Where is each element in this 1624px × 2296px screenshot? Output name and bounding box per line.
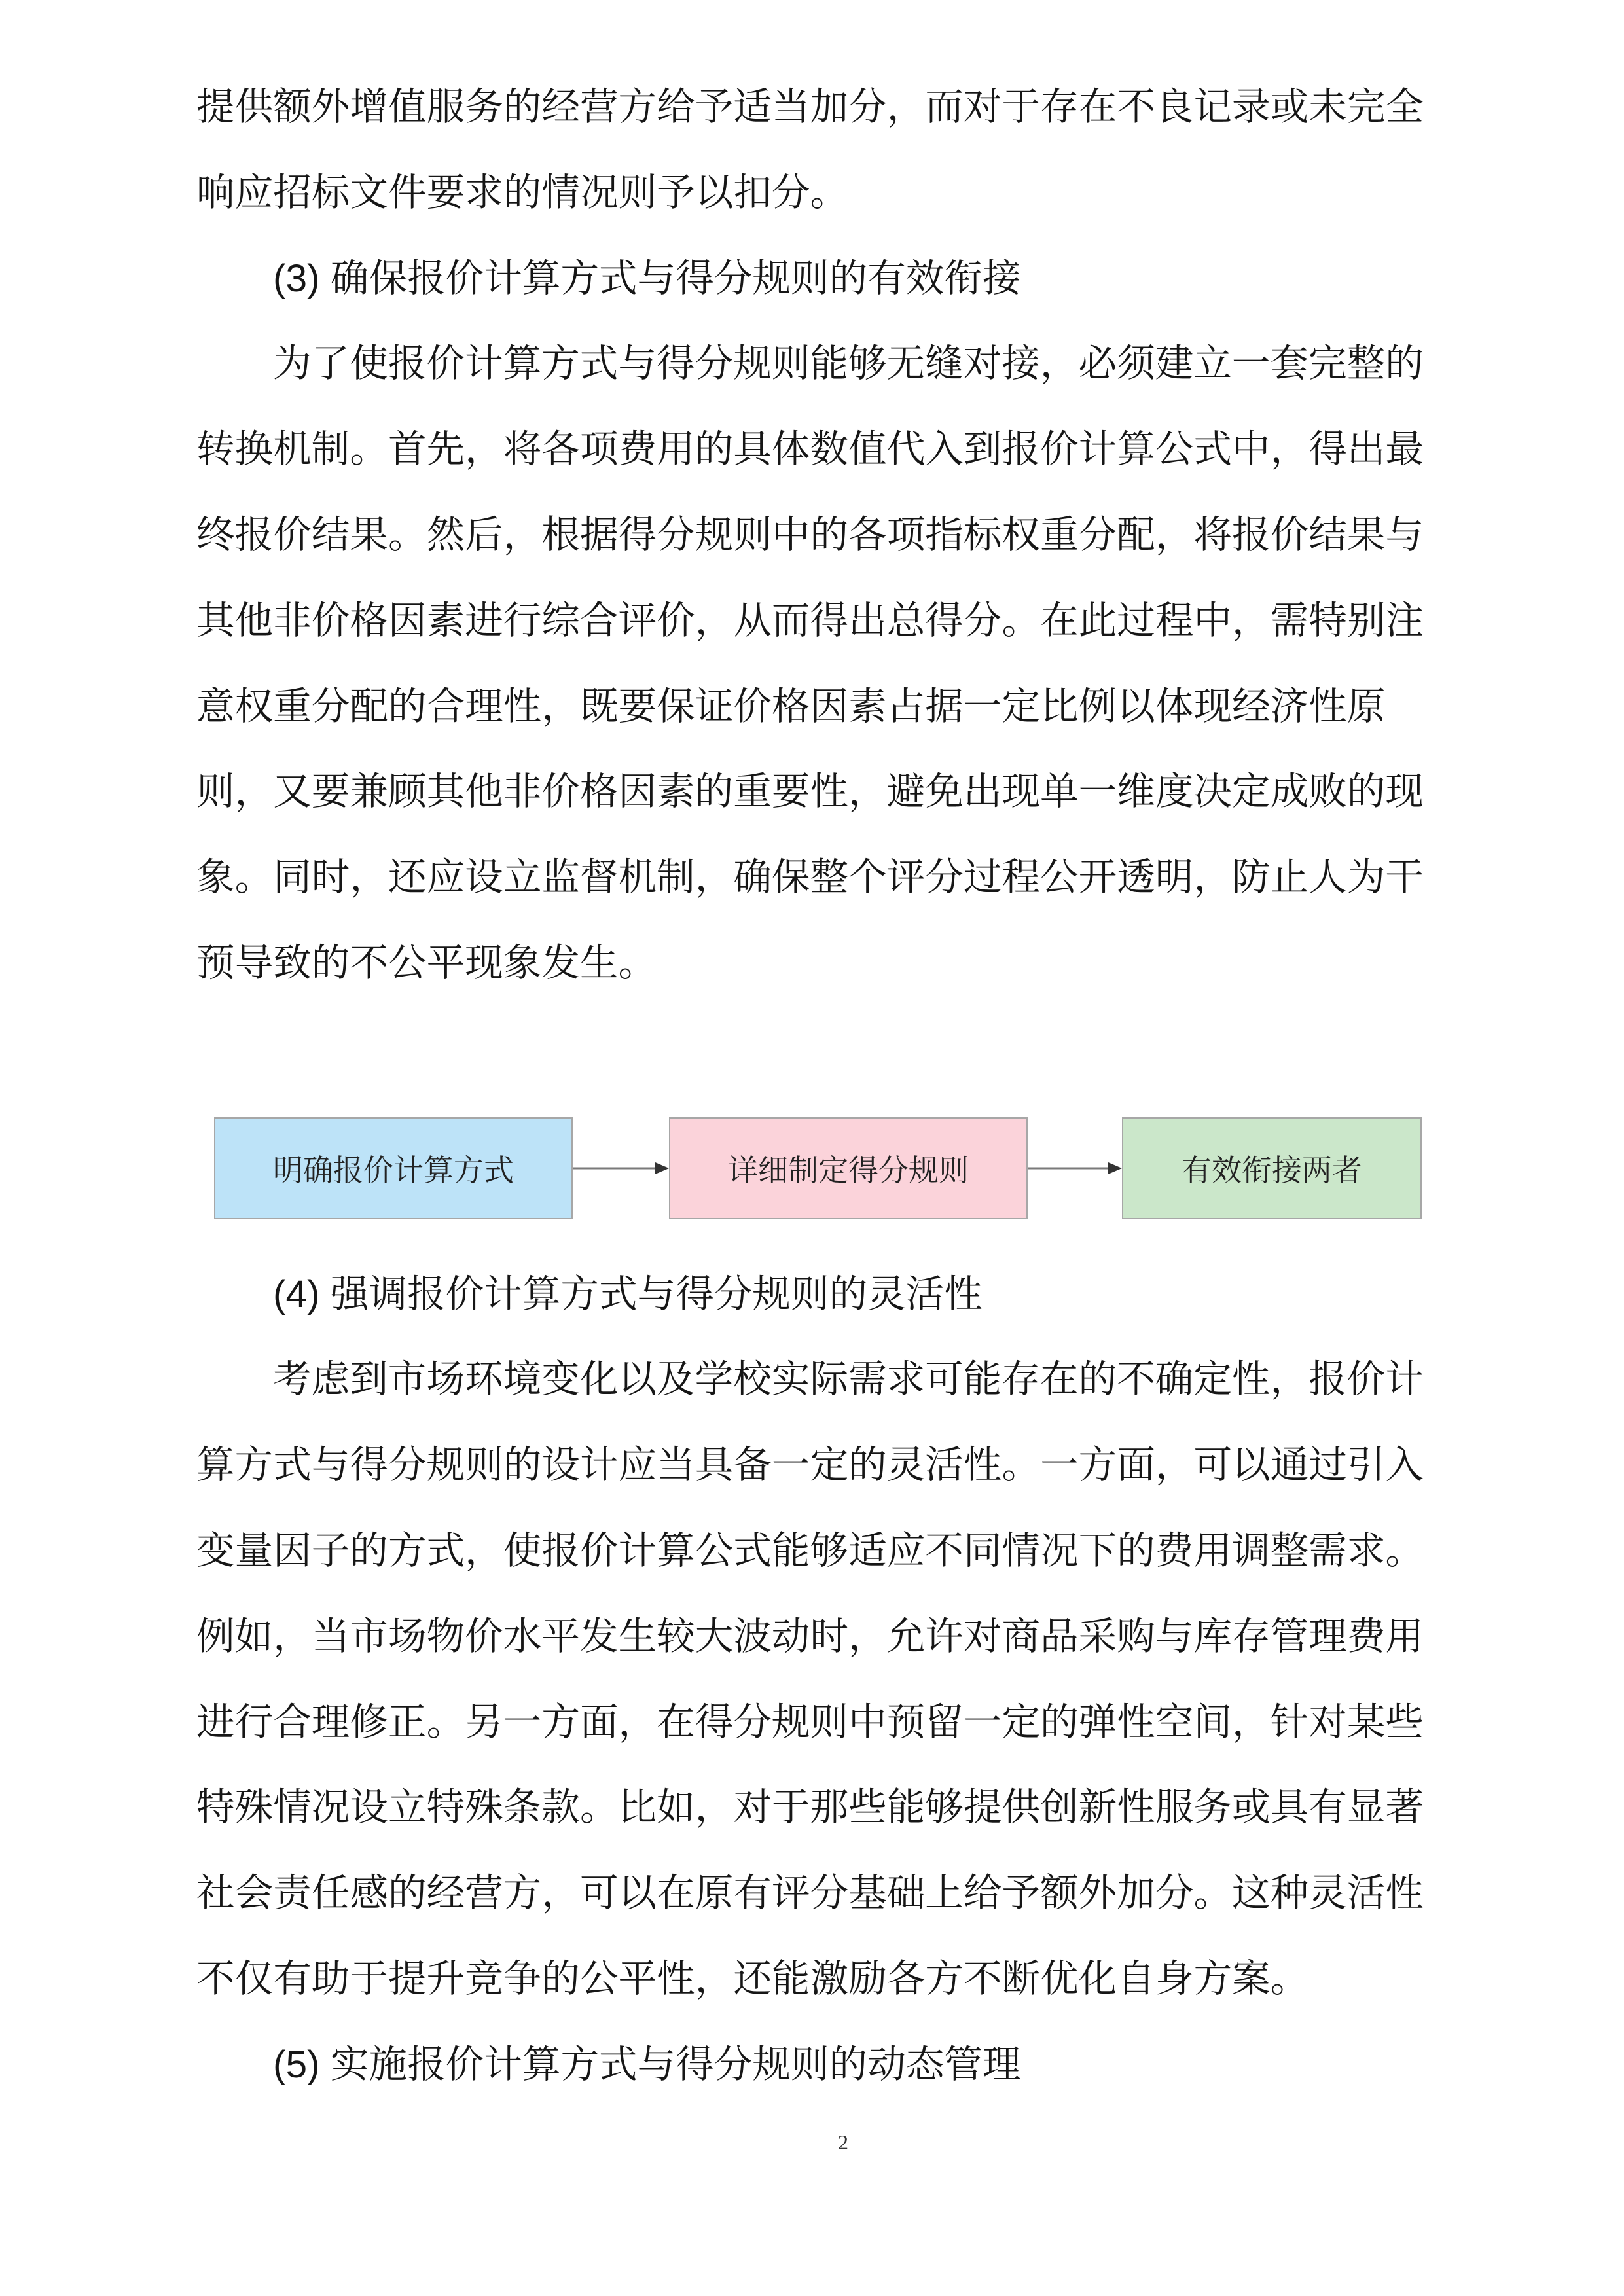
text-block-bottom: [196, 1252, 1427, 2108]
flow-arrow-2: [1028, 1117, 1122, 1219]
section-heading-4: (4) 强调报价计算方式与得分规则的灵活性: [273, 1272, 983, 1316]
paragraph-line: 算方式与得分规则的设计应当具备一定的灵活性。一方面，可以通过引入: [196, 1444, 1424, 1487]
section-heading-3: (3) 确保报价计算方式与得分规则的有效衔接: [273, 257, 1021, 300]
paragraph-line: 考虑到市场环境变化以及学校实际需求可能存在的不确定性，报价计: [273, 1358, 1424, 1401]
paragraph-line: 变量因子的方式，使报价计算公式能够适应不同情况下的费用调整需求。: [196, 1529, 1424, 1572]
paragraph-line: 社会责任感的经营方，可以在原有评分基础上给予额外加分。这种灵活性: [196, 1872, 1424, 1915]
paragraph-line: 则，又要兼顾其他非价格因素的重要性，避免出现单一维度决定成败的现: [196, 770, 1424, 814]
section-heading-5: (5) 实施报价计算方式与得分规则的动态管理: [273, 2043, 1021, 2086]
paragraph-line: 终报价结果。然后，根据得分规则中的各项指标权重分配，将报价结果与: [196, 513, 1424, 556]
paragraph-line: 特殊情况设立特殊条款。比如，对于那些能够提供创新性服务或具有显著: [196, 1786, 1424, 1829]
paragraph-line: 为了使报价计算方式与得分规则能够无缝对接，必须建立一套完整的: [273, 342, 1424, 386]
paragraph-line: 意权重分配的合理性，既要保证价格因素占据一定比例以体现经济性原: [196, 685, 1386, 728]
page-number: 2: [838, 2130, 848, 2154]
paragraph-line: 响应招标文件要求的情况则予以扣分。: [196, 171, 849, 214]
paragraph-line: 预导致的不公平现象发生。: [196, 941, 657, 984]
paragraph-line: 象。同时，还应设立监督机制，确保整个评分过程公开透明，防止人为干: [196, 856, 1424, 899]
paragraph-line: 例如，当市场物价水平发生较大波动时，允许对商品采购与库存管理费用: [196, 1615, 1424, 1658]
flow-arrow-1: [573, 1117, 669, 1219]
paragraph-line: 进行合理修正。另一方面，在得分规则中预留一定的弹性空间，针对某些: [196, 1700, 1424, 1744]
flow-step-box-1: 明确报价计算方式: [214, 1117, 573, 1219]
paragraph-line: 转换机制。首先，将各项费用的具体数值代入到报价计算公式中，得出最: [196, 428, 1424, 471]
flow-step-box-3: 有效衔接两者: [1122, 1117, 1422, 1219]
flow-step-box-2: 详细制定得分规则: [669, 1117, 1028, 1219]
paragraph-line: 其他非价格因素进行综合评价，从而得出总得分。在此过程中，需特别注: [196, 599, 1424, 642]
paragraph-line: 不仅有助于提升竞争的公平性，还能激励各方不断优化自身方案。: [196, 1957, 1309, 2000]
paragraph-line: 提供额外增值服务的经营方给予适当加分，而对于存在不良记录或未完全: [196, 86, 1424, 128]
text-block-top: [196, 65, 1427, 1007]
